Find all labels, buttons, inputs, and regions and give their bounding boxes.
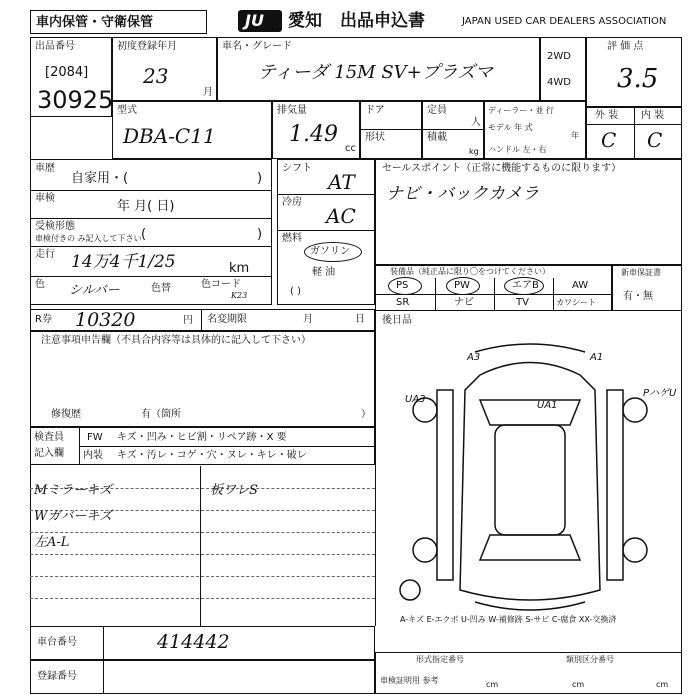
- mark-ua1: UA1: [537, 400, 558, 411]
- recycle-label: R券: [35, 314, 52, 325]
- recycle-row: [30, 309, 375, 331]
- dealer-label: ディーラー・並 行: [488, 106, 554, 115]
- cert-block: [375, 652, 682, 694]
- cc-unit: cc: [345, 143, 356, 154]
- fuel-label: 燃料: [282, 233, 302, 244]
- inspection-value: 年 月( 日): [117, 199, 175, 214]
- english-title: JAPAN USED CAR DEALERS ASSOCIATION: [462, 16, 667, 27]
- cert-ref: 車検証明用 参考: [380, 676, 439, 685]
- height-cm: cm: [656, 680, 669, 689]
- loading-label: 積載: [427, 132, 447, 143]
- fuel-paren: ( ): [290, 286, 301, 297]
- interior-value: C: [647, 128, 663, 152]
- notes-block: [30, 331, 375, 427]
- equipment-block: [375, 265, 612, 311]
- door-label: ドア: [365, 105, 385, 116]
- model-value: DBA-C11: [123, 124, 216, 148]
- color-change-label: 色替: [151, 283, 171, 294]
- shape-label: 形状: [365, 132, 385, 143]
- handwritten-note-2: Wガバーキズ: [34, 509, 113, 524]
- equip-ps: PS: [396, 280, 409, 291]
- drive-2wd: 2WD: [547, 51, 571, 62]
- warranty-label: 新車保証書: [621, 268, 661, 277]
- km-unit: km: [229, 261, 250, 276]
- inspector-label-top: 検査員: [34, 432, 64, 443]
- lot-number: 30925: [37, 86, 114, 114]
- shift-value: AT: [328, 170, 355, 194]
- reg-label: 登録番号: [37, 671, 77, 682]
- mark-ua3: UA3: [405, 394, 426, 405]
- equip-pw: PW: [454, 280, 470, 291]
- mark-pu-right: PハゲU: [643, 388, 677, 399]
- first-reg-cell: [112, 37, 217, 101]
- sales-points-value: ナビ・バックカメラ: [386, 184, 539, 204]
- sales-points-label: セールスポイント（正常に機能するものに限ります）: [382, 163, 622, 174]
- mark-a1-top: A1: [590, 352, 604, 363]
- chassis-value: 414442: [157, 631, 230, 653]
- equip-airbag: エアB: [512, 280, 539, 291]
- received-value: (: [141, 227, 147, 242]
- inspector-block: [30, 427, 375, 465]
- model-label: 型式: [117, 105, 137, 116]
- recycle-value: 10320: [75, 309, 136, 331]
- received-label: 受検形態: [35, 221, 75, 232]
- color-value: シルバー: [69, 283, 120, 298]
- lot-small: [2084]: [45, 65, 89, 80]
- exterior-value: C: [601, 128, 617, 152]
- org-name: 愛知: [288, 11, 322, 31]
- interior-label: 内 装: [641, 110, 665, 121]
- history-block: [30, 159, 272, 305]
- usage-label: 車歴: [35, 163, 55, 174]
- recycle-yen: 円: [183, 315, 193, 326]
- name-change-label: 名変期限: [207, 314, 247, 325]
- inspector-label-bottom: 記入欄: [34, 448, 64, 459]
- first-reg-value: 23: [143, 64, 169, 88]
- notes-label: 注意事項申告欄（不具合内容等は具体的に記入して下さい）: [41, 335, 311, 346]
- first-reg-label: 初度登録年月: [117, 41, 177, 52]
- repair-label: 修復歴: [51, 409, 81, 420]
- equip-ps-circle: [388, 277, 422, 295]
- warranty-value: 有・無: [623, 291, 653, 302]
- shift-label: シフト: [282, 163, 312, 174]
- lot-label: 出品番号: [35, 41, 75, 52]
- usage-value: 自家用・(: [71, 171, 129, 186]
- equip-sr: SR: [396, 297, 410, 308]
- sales-points-block: [375, 159, 682, 265]
- lot-number-cell: [30, 37, 112, 117]
- capacity-cell: [422, 101, 484, 159]
- usage-close: ): [257, 171, 263, 186]
- handle-label: ハンドル 左・右: [488, 145, 547, 154]
- rear-label: 後日品: [382, 315, 412, 326]
- drive-cell: [540, 37, 586, 101]
- width-cm: cm: [572, 680, 585, 689]
- exterior-label: 外 装: [595, 110, 619, 121]
- chassis-label: 車台番号: [37, 637, 77, 648]
- fuel-diesel: 軽 油: [312, 267, 336, 278]
- diagram-legend: A-キズ E-エクボ U-凹み W-補修跡 S-サビ C-腐食 XX-交換済: [400, 615, 617, 624]
- handwritten-note-3: 左A-L: [34, 535, 70, 550]
- score-label: 評 価 点: [607, 41, 644, 52]
- repair-value: 有（箇所: [141, 409, 181, 420]
- kg-unit: kg: [469, 147, 479, 156]
- color-label: 色: [35, 279, 45, 290]
- mark-a3: A3: [467, 352, 481, 363]
- door-cell: [360, 101, 422, 159]
- chassis-row: [30, 626, 375, 660]
- capacity-unit: 人: [471, 117, 481, 128]
- cert-label-2: 類別区分番号: [566, 655, 614, 664]
- equip-leather: カワシート: [556, 298, 596, 307]
- first-reg-month: 月: [203, 87, 213, 98]
- ext-int-cell: [586, 107, 682, 159]
- length-cm: cm: [486, 680, 499, 689]
- ju-logo: [238, 10, 282, 32]
- capacity-label: 定員: [427, 105, 447, 116]
- received-close: ): [257, 227, 263, 242]
- header-storage-label: 車内保管・守衛保管: [36, 15, 154, 30]
- displacement-cell: [272, 101, 360, 159]
- form-title: 出品申込書: [340, 11, 425, 31]
- equip-navi: ナビ: [454, 297, 474, 308]
- drive-4wd: 4WD: [547, 77, 571, 88]
- model-year-label: モデル 年 式: [488, 123, 533, 132]
- equip-label: 装備品（純正品に限り〇をつけてください）: [390, 267, 550, 276]
- score-value: 3.5: [617, 64, 659, 94]
- equip-airbag-circle: [504, 277, 544, 295]
- color-code-value: K23: [231, 291, 248, 300]
- name-change-month: 月: [303, 314, 313, 325]
- header-storage-box: [30, 10, 207, 34]
- interior-insp-label: 内装: [83, 450, 103, 461]
- handwritten-note-1: Mミラーキズ: [34, 483, 113, 498]
- year-unit: 年: [571, 131, 579, 140]
- mileage-label: 走行: [35, 249, 55, 260]
- mileage-value: 14万4千1/25: [71, 252, 176, 272]
- received-note: 車検付きの み記入して下さい: [35, 234, 142, 243]
- color-code-label: 色コード: [201, 279, 241, 290]
- cert-label: 形式指定番号: [416, 655, 464, 664]
- equip-tv: TV: [516, 297, 529, 308]
- ju-logo-text: JU: [245, 11, 264, 30]
- name-grade-value: ティーダ 15M SV+プラズマ: [258, 62, 493, 83]
- equip-pw-circle: [446, 277, 480, 295]
- warranty-block: [612, 265, 682, 311]
- displacement-label: 排気量: [277, 105, 307, 116]
- handwritten-note-right: 板ワレS: [210, 483, 258, 498]
- score-cell: [586, 37, 682, 107]
- name-grade-cell: [217, 37, 540, 101]
- drivetrain-block: [277, 159, 375, 305]
- name-grade-label: 車名・グレード: [222, 41, 292, 52]
- displacement-value: 1.49: [289, 122, 338, 147]
- registration-row: [30, 660, 375, 694]
- ac-label: 冷房: [282, 197, 302, 208]
- name-change-day: 日: [355, 314, 365, 325]
- fw-label: FW: [87, 432, 103, 443]
- fuel-gasoline: ガソリン: [310, 246, 350, 257]
- car-damage-diagram: [375, 330, 685, 640]
- ac-value: AC: [326, 204, 356, 228]
- dealer-cell: [484, 101, 586, 159]
- equip-aw: AW: [572, 280, 589, 291]
- interior-insp-items: キズ・汚レ・コゲ・穴・ヌレ・キレ・破レ: [117, 450, 307, 461]
- inspection-label: 車検: [35, 193, 55, 204]
- repair-close: ）: [361, 409, 371, 420]
- model-cell: [112, 101, 272, 159]
- fw-items: キズ・凹み・ヒビ割・リペア跡・X 要: [117, 432, 287, 443]
